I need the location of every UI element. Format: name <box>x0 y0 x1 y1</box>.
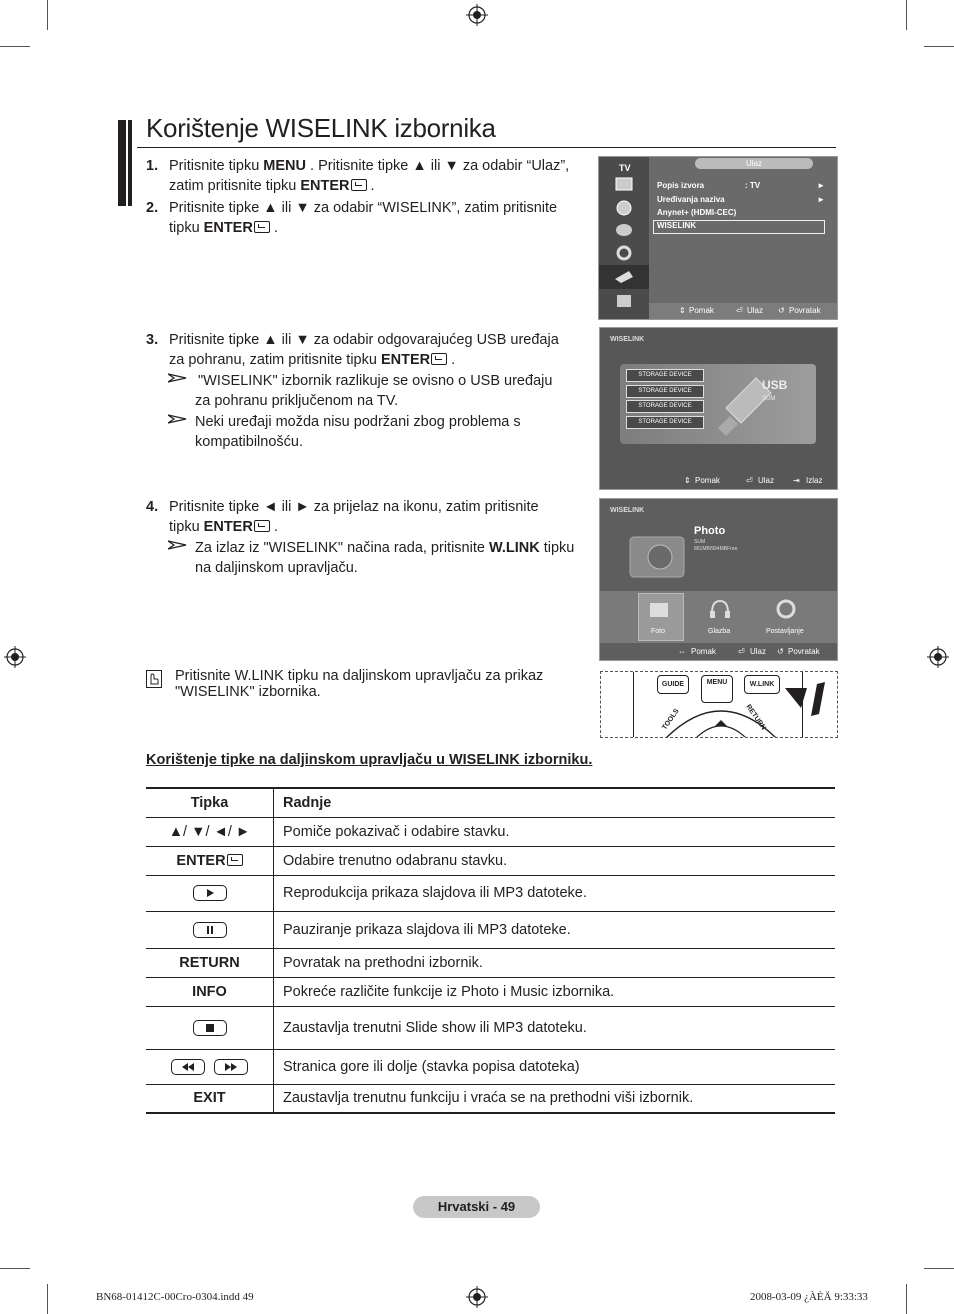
enter-icon <box>351 179 367 191</box>
crop-mark <box>906 0 907 30</box>
table-row <box>146 846 835 875</box>
step-key: ENTER <box>300 178 350 194</box>
menu-item-arrow: ► <box>817 195 825 204</box>
storage-device-item[interactable]: STORAGE DEVICE <box>626 369 704 382</box>
note-line: na daljinskom upravljaču. <box>195 560 358 576</box>
note-line: kompatibilnošću. <box>195 434 303 450</box>
enter-icon: ⏎ <box>746 476 753 485</box>
menu-item-label: Uređivanja naziva <box>657 195 725 204</box>
headphones-icon <box>708 597 732 621</box>
registration-mark-icon <box>466 1286 488 1308</box>
print-slug-right: 2008-03-09 ¿ÀÈÄ 9:33:33 <box>750 1291 868 1303</box>
menu-item-label: Anynet+ (HDMI-CEC) <box>657 208 737 217</box>
menu-tab-ulaz: Ulaz <box>695 158 813 169</box>
footer-enter: Ulaz <box>747 306 764 315</box>
crop-mark <box>47 1284 48 1314</box>
note-line: Za izlaz iz "WISELINK" načina rada, pritisnite <box>195 540 489 556</box>
table-header-key: Tipka <box>146 788 274 817</box>
step-text <box>169 198 557 238</box>
rewind-icon <box>171 1059 205 1075</box>
print-slug-left: BN68-01412C-00Cro-0304.indd 49 <box>96 1291 254 1303</box>
footer-back: Povratak <box>789 306 821 315</box>
enter-icon <box>431 353 447 365</box>
menu-item-label: Popis izvora <box>657 181 705 190</box>
memo-line: tipku na daljinskom upravljaču za prikaz <box>283 668 544 684</box>
crop-mark <box>47 0 48 30</box>
foto-icon <box>648 597 672 621</box>
return-icon: ↺ <box>778 306 785 315</box>
step-1 <box>146 156 586 196</box>
step-text-part: tipku <box>169 220 204 236</box>
step-text-part: Pritisnite tipke ◄ ili ► za prijelaz na ikonu, zatim pritisnite <box>169 499 539 515</box>
note-arrow-icon <box>168 373 188 383</box>
registration-mark-icon <box>4 646 26 668</box>
storage-device-item[interactable]: STORAGE DEVICE <box>626 400 704 413</box>
tools-label: TOOLS <box>661 707 681 732</box>
crop-mark <box>924 1268 954 1269</box>
tv-menu-screen <box>598 156 838 320</box>
title-bar <box>118 120 126 206</box>
step-4 <box>146 497 586 537</box>
menu-item-arrow: ► <box>817 181 825 190</box>
table-row <box>146 817 835 846</box>
key-exit: EXIT <box>146 1084 274 1113</box>
application-icon <box>607 291 641 311</box>
key-rewind-ff <box>146 1049 274 1084</box>
photo-sum: SUM <box>694 539 706 545</box>
step-text-part: . <box>269 519 278 535</box>
key-arrows: ▲/ ▼/ ◄/ ► <box>146 817 274 846</box>
key-enter <box>146 846 274 875</box>
key-info: INFO <box>146 977 274 1006</box>
step-text <box>169 330 559 370</box>
move-icon: ⇕ <box>684 476 691 485</box>
enter-icon <box>254 520 270 532</box>
remote-keys-table <box>146 787 835 1114</box>
icon-label-postavljanje: Postavljanje <box>766 628 804 635</box>
table-row <box>146 1006 835 1049</box>
memo-hand-icon <box>146 670 162 688</box>
menu-item[interactable] <box>657 181 825 190</box>
tv-label: TV <box>619 163 631 173</box>
step-text-part: . <box>269 220 278 236</box>
step-text <box>169 156 569 196</box>
step-text-part: . Pritisnite tipke ▲ ili ▼ za odabir “Ulaz”, <box>306 158 570 174</box>
table-row <box>146 875 835 911</box>
step-text-part: za pohranu, zatim pritisnite tipku <box>169 352 381 368</box>
step-text-part: zatim pritisnite tipku <box>169 178 301 194</box>
footer-move: Pomak <box>689 306 714 315</box>
table-header-action: Radnje <box>274 788 836 817</box>
remote-control-illustration <box>600 671 838 738</box>
note-text <box>195 391 585 411</box>
note-line: tipku <box>539 540 575 556</box>
camera-icon <box>624 521 690 583</box>
enter-icon: ⏎ <box>738 647 745 656</box>
key-play <box>146 875 274 911</box>
key-action: Pokreće različite funkcije iz Photo i Music izbornika. <box>274 977 836 1006</box>
step-key: ENTER <box>203 519 253 535</box>
step-number: 1. <box>146 158 159 174</box>
storage-device-item[interactable]: STORAGE DEVICE <box>626 416 704 429</box>
pause-icon <box>193 922 227 938</box>
table-row <box>146 977 835 1006</box>
move-icon: ⇕ <box>679 306 686 315</box>
icon-label-glazba: Glazba <box>708 628 731 635</box>
registration-mark-icon <box>927 646 949 668</box>
memo-key: Pritisnite W.LINK <box>175 668 284 684</box>
key-action: Stranica gore ili dolje (stavka popisa datoteka) <box>274 1049 836 1084</box>
menu-item[interactable] <box>657 208 736 217</box>
usb-sum: SUM <box>762 396 776 402</box>
wiselink-logo: WISELINK <box>610 507 645 514</box>
fast-forward-icon <box>214 1059 248 1075</box>
section-heading: Korištenje tipke na daljinskom upravljaču u WISELINK izborniku. <box>146 752 593 768</box>
wiselink-logo: WISELINK <box>610 336 645 343</box>
step-3 <box>146 330 586 370</box>
step-text-part: Pritisnite tipku <box>169 158 264 174</box>
key-enter-label: ENTER <box>176 852 226 869</box>
page-title: Korištenje WISELINK izbornika <box>146 113 496 143</box>
title-bar <box>128 120 132 206</box>
photo-title: Photo <box>694 525 726 537</box>
table-row <box>146 1049 835 1084</box>
step-key: MENU <box>263 158 306 174</box>
key-action: Pauziranje prikaza slajdova ili MP3 datoteke. <box>274 911 836 948</box>
crop-mark <box>924 46 954 47</box>
note-text <box>195 412 585 452</box>
table-row <box>146 1084 835 1113</box>
step-number: 4. <box>146 499 159 515</box>
note-key: W.LINK <box>488 540 540 556</box>
page-number-badge: Hrvatski - 49 <box>413 1196 540 1218</box>
step-number: 3. <box>146 332 159 348</box>
wlink-button[interactable]: W.LINK <box>744 675 780 694</box>
move-icon: ⇔ <box>678 647 686 656</box>
step-key: ENTER <box>203 220 253 236</box>
exit-icon: ⇥ <box>793 476 800 485</box>
key-action: Reprodukcija prikaza slajdova ili MP3 datoteke. <box>274 875 836 911</box>
icon-label-foto: Foto <box>651 628 666 635</box>
key-action: Pomiče pokazivač i odabire stavku. <box>274 817 836 846</box>
step-text-part: . <box>366 178 375 194</box>
footer-back: Povratak <box>788 647 820 656</box>
menu-button[interactable]: MENU <box>701 675 733 703</box>
key-stop <box>146 1006 274 1049</box>
registration-mark-icon <box>466 4 488 26</box>
note-arrow-icon <box>168 540 188 550</box>
menu-footer <box>649 303 837 319</box>
settings-icon <box>774 597 798 621</box>
step-text-part: tipku <box>169 519 204 535</box>
step-2 <box>146 198 586 238</box>
input-icon <box>607 267 641 287</box>
enter-icon <box>254 221 270 233</box>
note-line: "WISELINK" izbornik razlikuje se ovisno o USB uređaju <box>198 373 553 389</box>
table-row <box>146 948 835 977</box>
table-row <box>146 911 835 948</box>
footer-enter: Ulaz <box>750 647 767 656</box>
storage-device-item[interactable]: STORAGE DEVICE <box>626 385 704 398</box>
usb-label: USB <box>762 378 788 392</box>
menu-item-value: : TV <box>745 181 761 190</box>
note-line: Neki uređaji možda nisu podržani zbog problema s <box>195 414 521 430</box>
key-return: RETURN <box>146 948 274 977</box>
crop-mark <box>906 1284 907 1314</box>
title-rule <box>137 147 836 148</box>
menu-item-label: WISELINK <box>657 221 697 230</box>
menu-sidebar <box>599 157 649 319</box>
screen-footer <box>600 473 837 489</box>
key-action: Povratak na prethodni izbornik. <box>274 948 836 977</box>
return-label: RETURN <box>744 703 767 732</box>
memo-text <box>175 668 585 700</box>
pointer-arrow-icon <box>779 678 835 718</box>
footer-move: Pomak <box>695 476 720 485</box>
channel-icon <box>607 220 641 240</box>
menu-item[interactable] <box>657 195 825 204</box>
wiselink-device-screen <box>599 327 838 490</box>
key-action: Zaustavlja trenutni Slide show ili MP3 datoteku. <box>274 1006 836 1049</box>
guide-button[interactable]: GUIDE <box>657 675 689 694</box>
crop-mark <box>0 46 30 47</box>
enter-icon: ⏎ <box>736 306 743 315</box>
menu-item-selected[interactable] <box>657 221 696 230</box>
sound-icon <box>607 198 641 218</box>
note-line: za pohranu priključenom na TV. <box>195 393 399 409</box>
play-icon <box>193 885 227 901</box>
key-pause <box>146 911 274 948</box>
wiselink-media-screen <box>599 498 838 661</box>
photo-size: 861MB/994MBFree <box>694 546 738 552</box>
enter-icon <box>227 854 243 866</box>
step-text-part: Pritisnite tipke ▲ ili ▼ za odabir odgovarajućeg USB uređaja <box>169 332 559 348</box>
footer-exit: Izlaz <box>806 476 823 485</box>
step-key: ENTER <box>380 352 431 368</box>
table-header-row <box>146 788 835 817</box>
screen-footer <box>600 644 837 660</box>
note-text <box>195 538 595 578</box>
footer-move: Pomak <box>691 647 716 656</box>
step-text <box>169 497 539 537</box>
return-icon: ↺ <box>777 647 784 656</box>
crop-mark <box>0 1268 30 1269</box>
step-number: 2. <box>146 200 159 216</box>
note-text <box>198 371 588 391</box>
setup-icon <box>607 243 641 263</box>
footer-enter: Ulaz <box>758 476 775 485</box>
step-text-part: Pritisnite tipke ▲ ili ▼ za odabir “WISELINK”, zatim pritisnite <box>169 200 558 216</box>
key-action: Zaustavlja trenutnu funkciju i vraća se na prethodni viši izbornik. <box>274 1084 836 1113</box>
memo-line: "WISELINK" izbornika. <box>175 684 321 700</box>
stop-icon <box>193 1020 227 1036</box>
key-action: Odabire trenutno odabranu stavku. <box>274 846 836 875</box>
note-arrow-icon <box>168 414 188 424</box>
picture-icon <box>607 175 641 195</box>
step-text-part: . <box>447 352 456 368</box>
